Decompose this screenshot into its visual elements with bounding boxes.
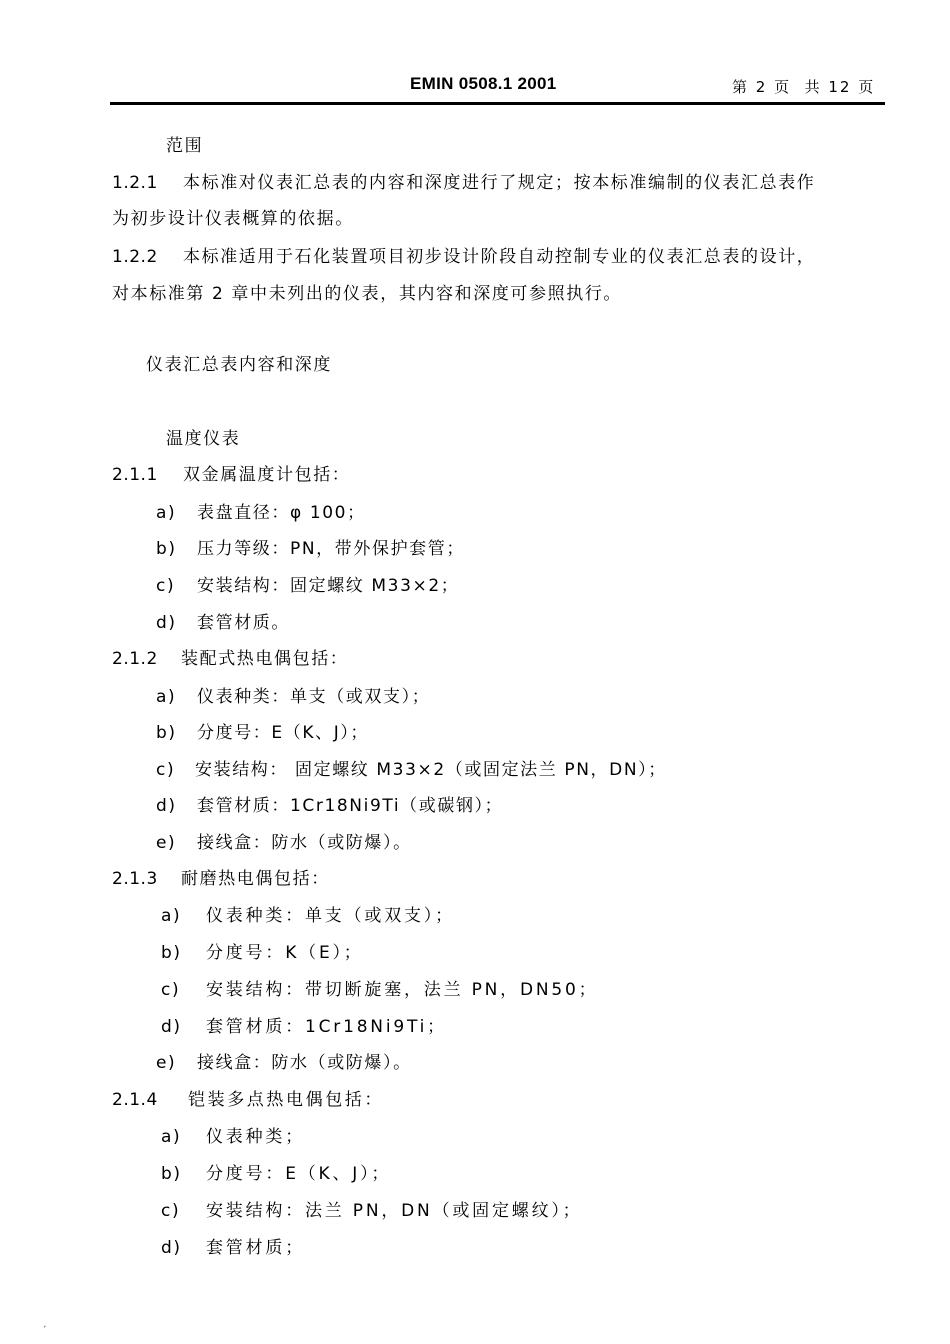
list-item: 套管材质：1Cr18Ni9Ti；	[206, 1017, 447, 1037]
header-divider	[110, 102, 885, 105]
list-item-mark: c)	[156, 576, 176, 596]
list-item-mark: d)	[161, 1017, 182, 1037]
clause-number: 2.1.3	[112, 869, 158, 889]
list-item-mark: e)	[156, 833, 177, 853]
section-heading-temperature: 温度仪表	[166, 429, 241, 449]
list-item: 分度号：E（K、J）；	[197, 723, 370, 743]
clause-title: 耐磨热电偶包括：	[181, 869, 330, 889]
list-item: 安装结构：固定螺纹 M33×2；	[197, 576, 460, 596]
list-item-mark: d)	[156, 796, 177, 816]
list-item: 接线盒：防水（或防爆）。	[197, 1053, 412, 1073]
clause-text: 本标准适用于石化装置项目初步设计阶段自动控制专业的仪表汇总表的设计，	[183, 247, 816, 267]
list-item: 仪表种类：单支（或双支）；	[197, 687, 431, 707]
clause-text-continued: 对本标准第 2 章中未列出的仪表，其内容和深度可参照执行。	[112, 284, 623, 304]
list-item-mark: b)	[156, 539, 177, 559]
list-item: 套管材质；	[206, 1238, 305, 1258]
list-item-mark: a)	[161, 906, 182, 926]
list-item: 套管材质：1Cr18Ni9Ti（或碳钢）；	[197, 796, 504, 816]
clause-number: 1.2.1	[112, 173, 158, 193]
list-item: 仪表种类：单支（或双支）；	[206, 906, 455, 926]
list-item: 压力等级：PN，带外保护套管；	[197, 539, 465, 559]
list-item: 分度号：K（E）；	[206, 943, 364, 963]
list-item-mark: a)	[156, 687, 177, 707]
clause-number: 2.1.1	[112, 465, 158, 485]
clause-number: 2.1.2	[112, 649, 158, 669]
clause-title: 铠装多点热电偶包括：	[188, 1090, 384, 1110]
section-heading-scope: 范围	[166, 136, 204, 156]
clause-title: 双金属温度计包括：	[183, 465, 351, 485]
list-item-mark: a)	[156, 503, 177, 523]
list-item-mark: d)	[156, 613, 177, 633]
list-item-mark: c)	[161, 1201, 181, 1221]
scan-artifact-mark: ˊ	[42, 1326, 47, 1336]
clause-number: 1.2.2	[112, 247, 158, 267]
list-item-mark: b)	[156, 723, 177, 743]
page-number: 第 2 页 共 12 页	[732, 78, 876, 96]
list-item-mark: d)	[161, 1238, 182, 1258]
list-item-mark: b)	[161, 1164, 182, 1184]
clause-number: 2.1.4	[112, 1090, 158, 1110]
list-item-mark: c)	[156, 760, 176, 780]
list-item-mark: b)	[161, 943, 182, 963]
list-item-mark: e)	[156, 1053, 177, 1073]
list-item-mark: a)	[161, 1127, 182, 1147]
list-item: 分度号：E（K、J）；	[206, 1164, 392, 1184]
list-item: 安装结构： 固定螺纹 M33×2（或固定法兰 PN，DN）；	[195, 760, 667, 780]
chapter-heading: 仪表汇总表内容和深度	[146, 355, 332, 375]
list-item: 接线盒：防水（或防爆）。	[197, 833, 412, 853]
clause-text: 本标准对仪表汇总表的内容和深度进行了规定；按本标准编制的仪表汇总表作	[183, 173, 816, 193]
list-item: 表盘直径：φ 100；	[197, 503, 366, 523]
list-item: 仪表种类；	[206, 1127, 305, 1147]
clause-title: 装配式热电偶包括：	[181, 649, 349, 669]
list-item: 套管材质。	[197, 613, 290, 633]
list-item: 安装结构：带切断旋塞，法兰 PN，DN50；	[206, 980, 599, 1000]
list-item-mark: c)	[161, 980, 181, 1000]
document-code: EMIN 0508.1 2001	[410, 74, 557, 93]
list-item: 安装结构：法兰 PN，DN（或固定螺纹）；	[206, 1201, 583, 1221]
clause-text-continued: 为初步设计仪表概算的依据。	[112, 209, 354, 229]
